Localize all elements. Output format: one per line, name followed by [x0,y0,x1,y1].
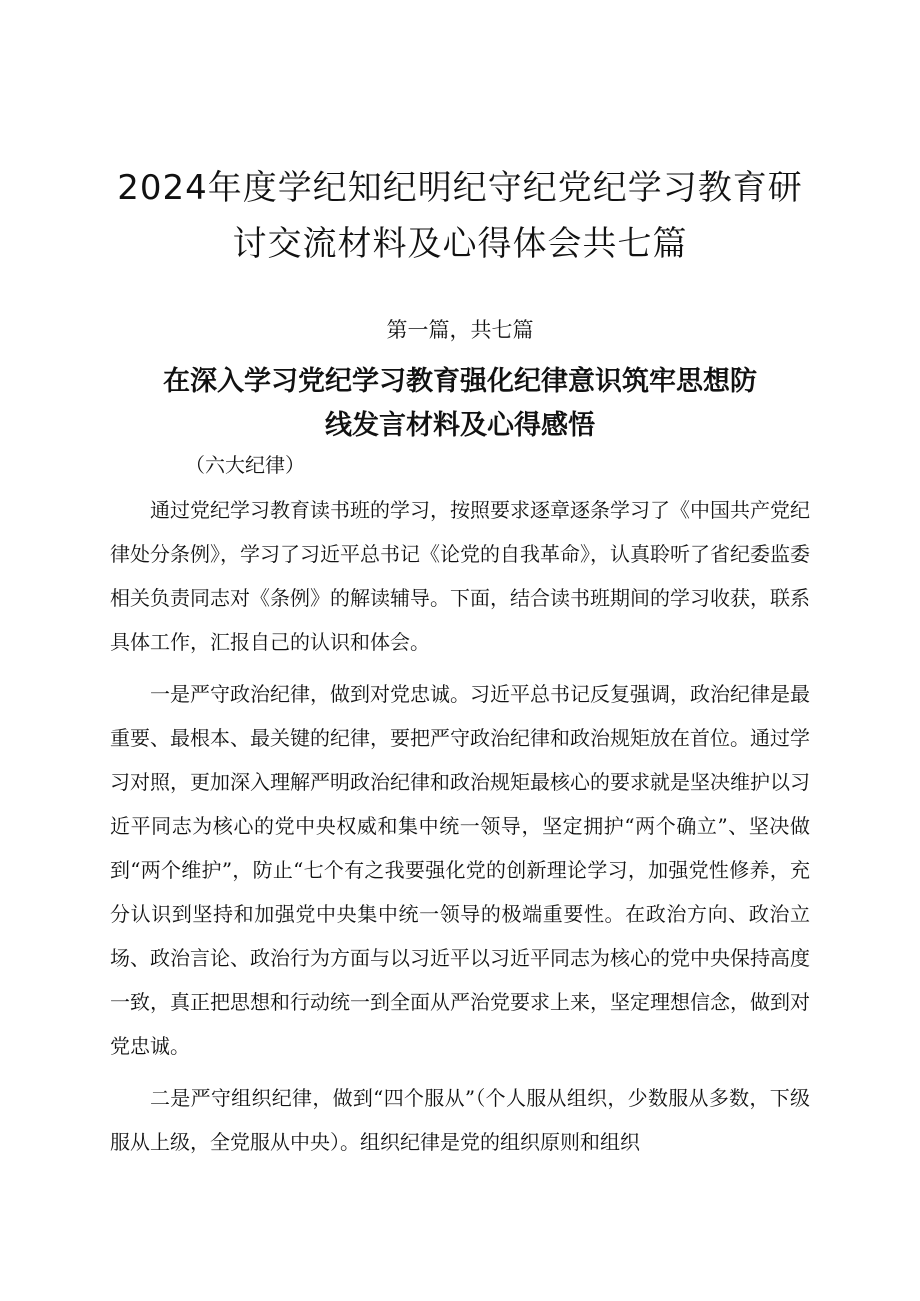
document-title: 2024年度学纪知纪明纪守纪党纪学习教育研讨交流材料及心得体会共七篇 [117,168,803,264]
paragraph-political-discipline: 一是严守政治纪律，做到对党忠诚。习近平总书记反复强调，政治纪律是最重要、最根本、最关键的纪律，要把严守政治纪律和政治规矩放在首位。通过学习对照，更加深入理解严明政治纪律和政治规矩最核心的要求就是坚决维护以习近平同志为核心的党中央权威和集中统一领导，坚定拥护“两个确立”、坚决做到“两个维护”，防止“七个有之我要强化党的创新理论学习，加强党性修养，充分认识到坚持和加强党中央集中统一领导的极端重要性。在政治方向、政治立场、政治言论、政治行为方面与以习近平以习近平同志为核心的党中央保持高度一致，真正把思想和行动统一到全面从严治党要求上来，坚定理想信念，做到对党忠诚。 [110,682,810,1058]
paragraph-intro: 通过党纪学习教育读书班的学习，按照要求逐章逐条学习了《中国共产党纪律处分条例》，学习了习近平总书记《论党的自我革命》，认真聆听了省纪委监委相关负责同志对《条例》的解读辅导。下面，结合读书班期间的学习收获，联系具体工作，汇报自己的认识和体会。 [110,498,810,654]
article-subtitle: （六大纪律） [185,453,305,477]
section-label: 第一篇，共七篇 [386,318,534,342]
article-body [110,488,810,1172]
article-title: 在深入学习党纪学习教育强化纪律意识筑牢思想防线发言材料及心得感悟 [163,366,757,441]
paragraph-organizational-discipline: 二是严守组织纪律，做到“四个服从”（个人服从组织，少数服从多数，下级服从上级，全党服从中央）。组织纪律是党的组织原则和组织 [110,1086,810,1154]
